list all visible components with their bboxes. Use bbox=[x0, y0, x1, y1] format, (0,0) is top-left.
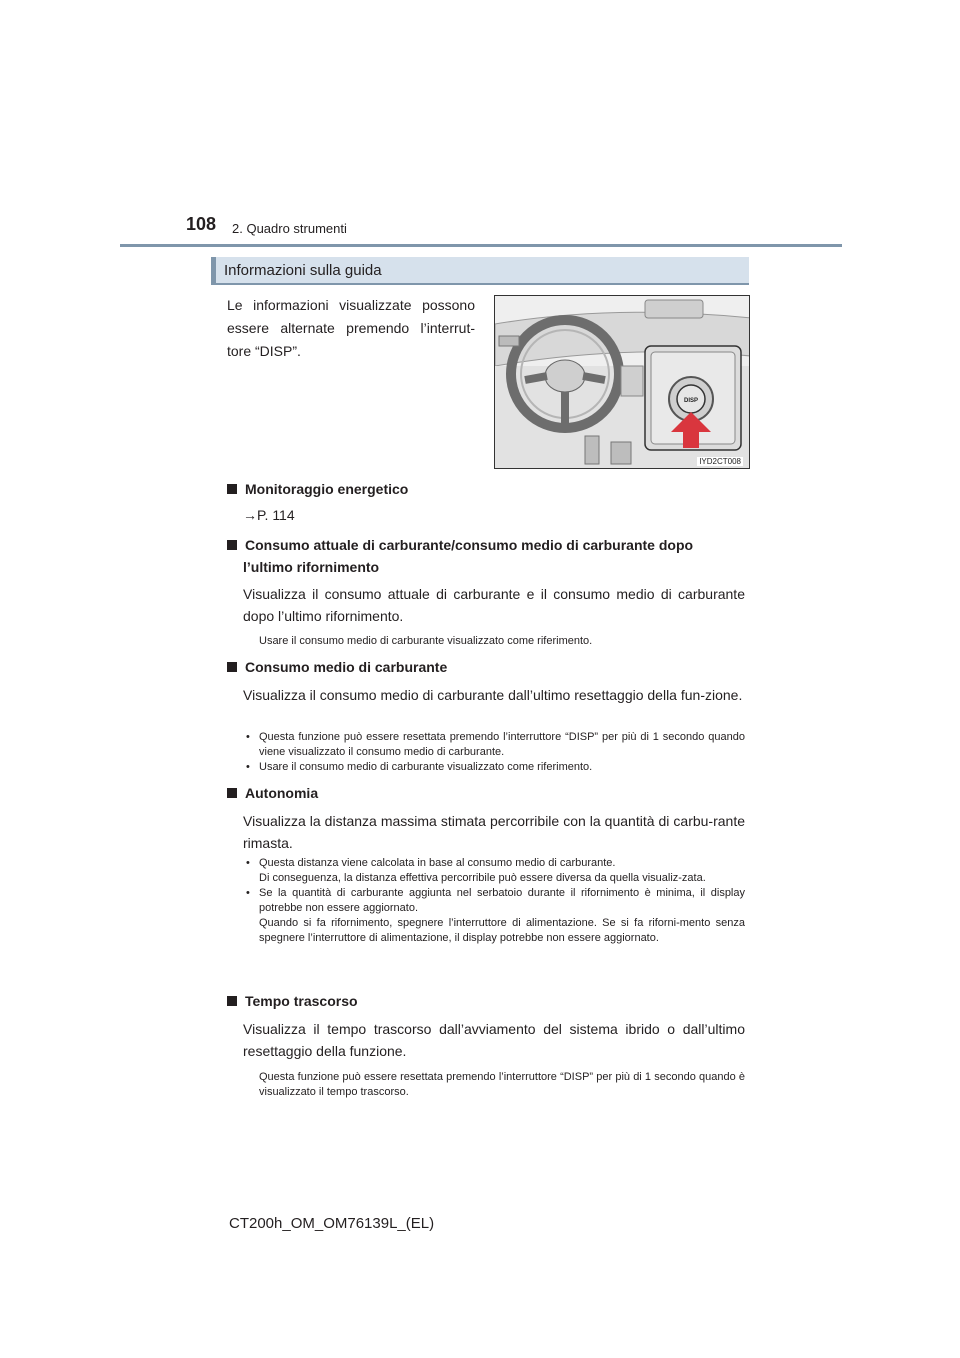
heading-text: Consumo medio di carburante bbox=[245, 659, 448, 675]
bullet-item bbox=[243, 886, 745, 946]
section-header-accent bbox=[211, 257, 216, 283]
heading-text: Autonomia bbox=[245, 785, 319, 801]
heading-average-consumption bbox=[227, 656, 747, 678]
current-consumption-note: Usare il consumo medio di carburante visualizzato come riferimento. bbox=[259, 635, 593, 647]
heading-current-consumption-cont: l’ultimo rifornimento bbox=[243, 559, 380, 575]
bullet-item: • Questa funzione può essere resettata premendo l’interruttore “DISP” per più di 1 secondo quando viene visualizzato il consumo medio di carburante. bbox=[243, 730, 745, 760]
heading-range bbox=[227, 782, 747, 804]
square-bullet-icon bbox=[227, 540, 237, 550]
square-bullet-icon bbox=[227, 484, 237, 494]
header-divider bbox=[120, 244, 842, 247]
bullet-item: • Usare il consumo medio di carburante visualizzato come riferimento. bbox=[243, 760, 745, 775]
disp-button-label: DISP bbox=[683, 398, 699, 404]
section-header bbox=[211, 257, 749, 285]
bullet-line: Di conseguenza, la distanza effettiva percorribile può essere diversa da quella visualiz-zata. bbox=[259, 872, 706, 884]
square-bullet-icon bbox=[227, 996, 237, 1006]
average-consumption-bullets bbox=[243, 730, 745, 775]
page-number: 108 bbox=[186, 214, 217, 234]
elapsed-time-body: Visualizza il tempo trascorso dall’avviamento del sistema ibrido o dall’ultimo resettaggio della funzione. bbox=[243, 1021, 745, 1059]
section-title: Informazioni sulla guida bbox=[224, 262, 382, 279]
bullet-line: • Questa distanza viene calcolata in base al consumo medio di carburante. bbox=[259, 857, 616, 869]
square-bullet-icon bbox=[227, 662, 237, 672]
average-consumption-body: Visualizza il consumo medio di carburante dall’ultimo resettaggio della fun-zione. bbox=[243, 687, 743, 703]
heading-text: Tempo trascorso bbox=[245, 993, 358, 1009]
bullet-item bbox=[243, 856, 745, 886]
elapsed-time-note: Questa funzione può essere resettata premendo l’interruttore “DISP” per più di 1 secondo quando è visualizzato il tempo trascorso. bbox=[259, 1071, 745, 1098]
heading-text: Consumo attuale di carburante/consumo medio di carburante dopo bbox=[245, 537, 694, 553]
intro-paragraph: Le informazioni visualizzate possono essere alternate premendo l’interrut-tore “DISP”. bbox=[227, 297, 475, 359]
range-bullets bbox=[243, 856, 745, 946]
heading-energy-monitor bbox=[227, 478, 747, 500]
bullet-line: Quando si fa rifornimento, spegnere l’interruttore di alimentazione. Se si fa riforni-mento senza spegnere l’interruttore di alimentazione, il display potrebbe non essere aggiornato. bbox=[259, 917, 745, 944]
square-bullet-icon bbox=[227, 788, 237, 798]
energy-reference: →P. 114 bbox=[243, 507, 295, 523]
range-body: Visualizza la distanza massima stimata percorribile con la quantità di carbu-rante rimasta. bbox=[243, 813, 745, 851]
dashboard-drawing bbox=[495, 296, 750, 469]
heading-elapsed-time bbox=[227, 990, 747, 1012]
heading-current-consumption bbox=[227, 534, 747, 556]
dashboard-illustration bbox=[494, 295, 750, 469]
bullet-line: • Se la quantità di carburante aggiunta nel serbatoio durante il rifornimento è minima, il display potrebbe non essere aggiornato. bbox=[259, 887, 745, 914]
document-code-footer: CT200h_OM_OM76139L_(EL) bbox=[229, 1215, 435, 1232]
chapter-title: 2. Quadro strumenti bbox=[232, 221, 347, 236]
heading-text: Monitoraggio energetico bbox=[245, 481, 409, 497]
current-consumption-body: Visualizza il consumo attuale di carburante e il consumo medio di carburante dopo l’ultimo rifornimento. bbox=[243, 586, 745, 624]
figure-code: IYD2CT008 bbox=[699, 457, 741, 466]
